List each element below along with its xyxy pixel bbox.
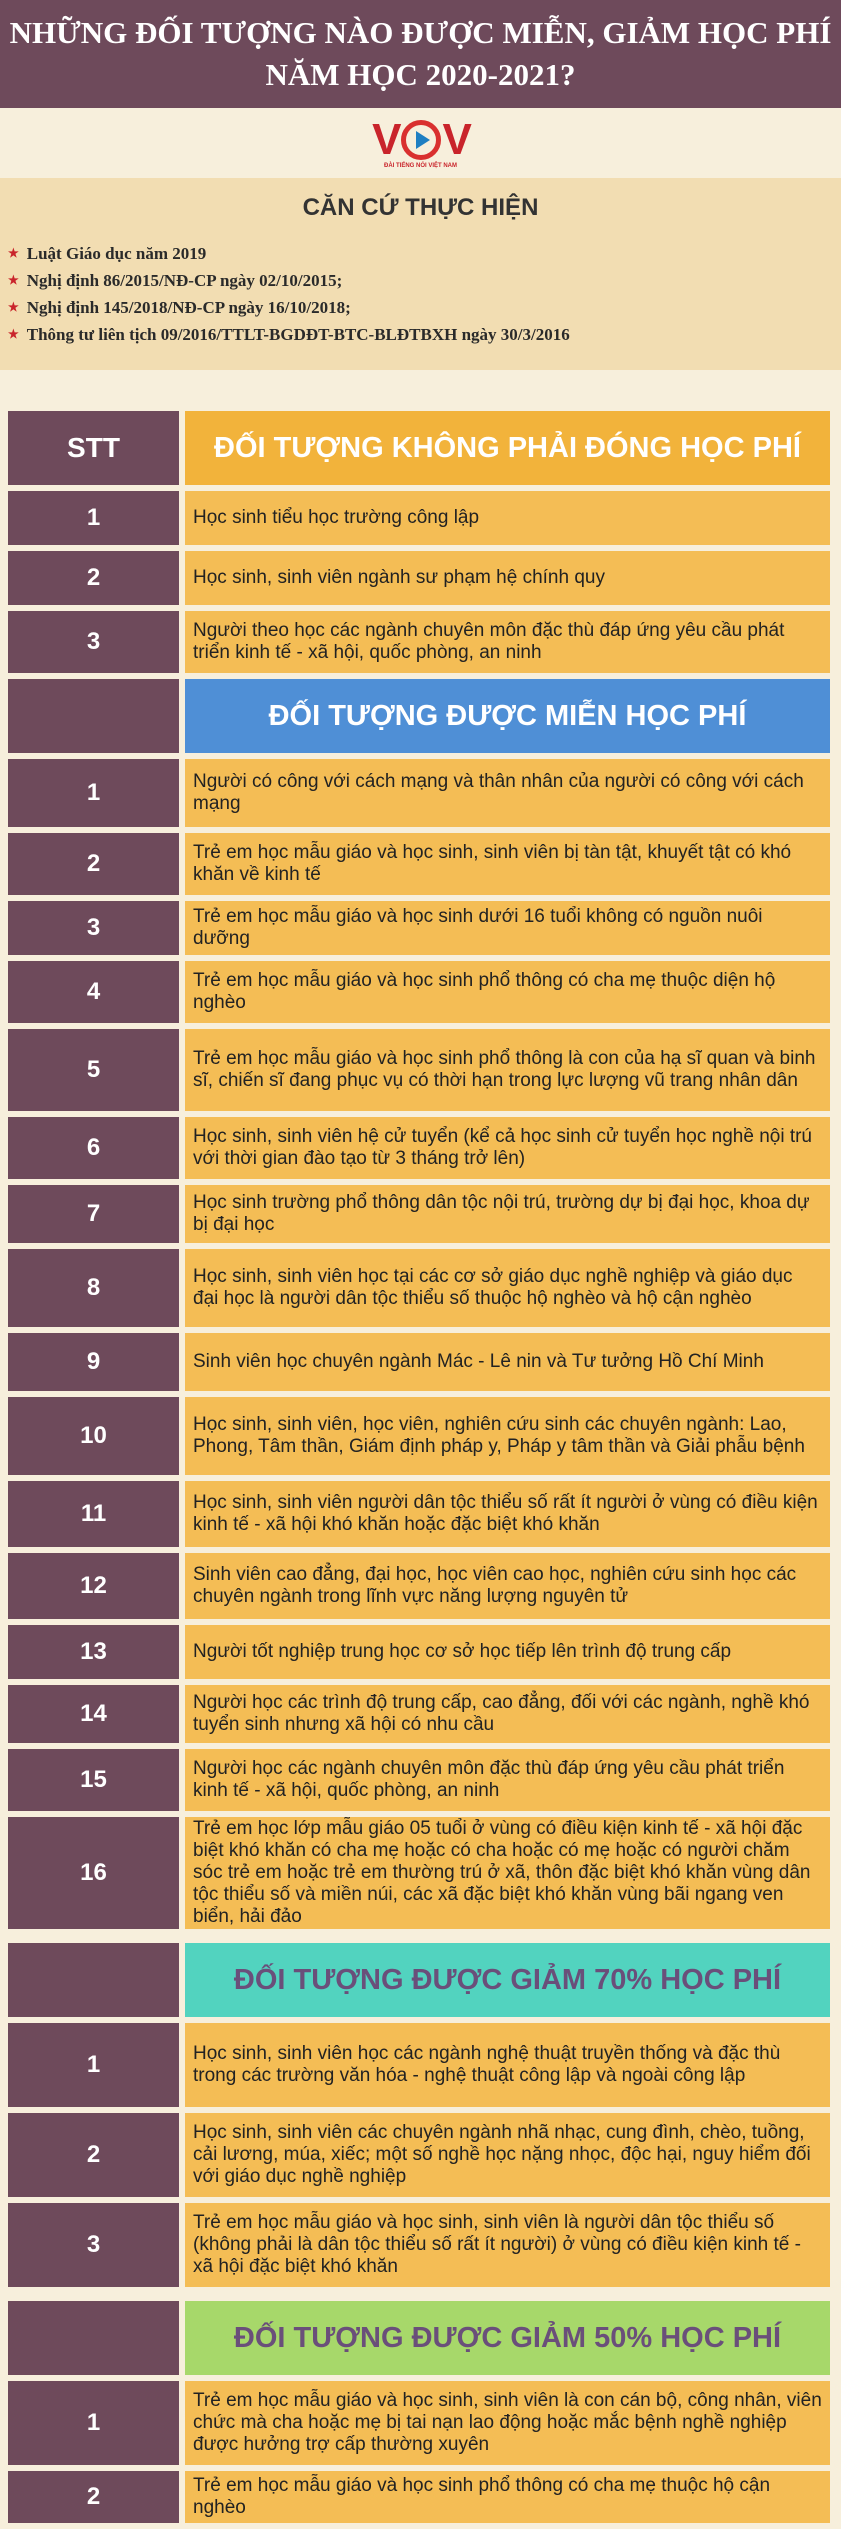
row-text: Học sinh trường phổ thông dân tộc nội trú, trường dự bị đại học, khoa dự bị đại học bbox=[185, 1185, 830, 1243]
row-text: Học sinh tiểu học trường công lập bbox=[185, 491, 830, 545]
table-row bbox=[8, 2113, 830, 2197]
table-row bbox=[8, 901, 830, 955]
basis-item-text: Thông tư liên tịch 09/2016/TTLT-BGDĐT-BTC-BLĐTBXH ngày 30/3/2016 bbox=[26, 325, 570, 344]
logo-letter-v2: V bbox=[442, 114, 469, 164]
table-row bbox=[8, 961, 830, 1023]
section-title: ĐỐI TƯỢNG ĐƯỢC GIẢM 50% HỌC PHÍ bbox=[185, 2301, 830, 2375]
row-text: Trẻ em học mẫu giáo và học sinh, sinh viên bị tàn tật, khuyết tật có khó khăn về kinh tế bbox=[185, 833, 830, 895]
table-row bbox=[8, 1481, 830, 1547]
row-number: 3 bbox=[8, 901, 179, 955]
row-number: 13 bbox=[8, 1625, 179, 1679]
row-number: 10 bbox=[8, 1397, 179, 1475]
row-number: 2 bbox=[8, 551, 179, 605]
row-number: 8 bbox=[8, 1249, 179, 1327]
row-number: 3 bbox=[8, 2203, 179, 2287]
row-number: 9 bbox=[8, 1333, 179, 1391]
table-row bbox=[8, 1685, 830, 1743]
row-text: Học sinh, sinh viên ngành sư phạm hệ chính quy bbox=[185, 551, 830, 605]
section-header bbox=[8, 1943, 830, 2017]
table-row bbox=[8, 1625, 830, 1679]
table-row bbox=[8, 1397, 830, 1475]
basis-section bbox=[0, 178, 841, 370]
row-text: Trẻ em học mẫu giáo và học sinh phổ thông có cha mẹ thuộc hộ cận nghèo bbox=[185, 2471, 830, 2523]
table-row bbox=[8, 2203, 830, 2287]
row-text: Trẻ em học lớp mẫu giáo 05 tuổi ở vùng có điều kiện kinh tế - xã hội đặc biệt khó khăn có cha mẹ hoặc có cha hoặc có mẹ hoặc có người chăm sóc trẻ em hoặc trẻ em thường trú ở xã, thôn đặc biệt khó khăn vùng dân tộc thiểu số và miền núi, các xã đặc biệt khó khăn vùng bãi ngang ven biển, hải đảo bbox=[185, 1817, 830, 1929]
section-header bbox=[8, 679, 830, 753]
basis-item-text: Luật Giáo dục năm 2019 bbox=[26, 244, 207, 263]
row-number: 2 bbox=[8, 2471, 179, 2523]
section-title: ĐỐI TƯỢNG ĐƯỢC GIẢM 70% HỌC PHÍ bbox=[185, 1943, 830, 2017]
row-number: 11 bbox=[8, 1481, 179, 1547]
row-number: 14 bbox=[8, 1685, 179, 1743]
logo-letter-v: V bbox=[372, 114, 399, 164]
basis-item bbox=[8, 240, 841, 267]
row-text: Học sinh, sinh viên người dân tộc thiểu số rất ít người ở vùng có điều kiện kinh tế - xã hội khó khăn hoặc đặc biệt khó khăn bbox=[185, 1481, 830, 1547]
table-row bbox=[8, 2381, 830, 2465]
table-row bbox=[8, 2471, 830, 2523]
row-text: Trẻ em học mẫu giáo và học sinh phổ thông là con của hạ sĩ quan và binh sĩ, chiến sĩ đang phục vụ có thời hạn trong lực lượng vũ trang nhân dân bbox=[185, 1029, 830, 1111]
table-row bbox=[8, 1249, 830, 1327]
star-icon: ★ bbox=[8, 300, 19, 314]
policy-table bbox=[8, 411, 830, 2529]
row-text: Trẻ em học mẫu giáo và học sinh dưới 16 tuổi không có nguồn nuôi dưỡng bbox=[185, 901, 830, 955]
section-title: ĐỐI TƯỢNG KHÔNG PHẢI ĐÓNG HỌC PHÍ bbox=[185, 411, 830, 485]
row-text: Người theo học các ngành chuyên môn đặc thù đáp ứng yêu cầu phát triển kinh tế - xã hội, quốc phòng, an ninh bbox=[185, 611, 830, 673]
row-number: 4 bbox=[8, 961, 179, 1023]
stt-header-cell bbox=[8, 1943, 179, 2017]
table-row bbox=[8, 1817, 830, 1929]
table-row bbox=[8, 551, 830, 605]
basis-title: CĂN CỨ THỰC HIỆN bbox=[302, 194, 539, 221]
row-text: Sinh viên cao đẳng, đại học, học viên cao học, nghiên cứu sinh học các chuyên ngành trong lĩnh vực năng lượng nguyên tử bbox=[185, 1553, 830, 1619]
section-title: ĐỐI TƯỢNG ĐƯỢC MIỄN HỌC PHÍ bbox=[185, 679, 830, 753]
table-row bbox=[8, 1029, 830, 1111]
row-text: Học sinh, sinh viên hệ cử tuyển (kể cả học sinh cử tuyển học nghề nội trú với thời gian đào tạo từ 3 tháng trở lên) bbox=[185, 1117, 830, 1179]
row-text: Sinh viên học chuyên ngành Mác - Lê nin và Tư tưởng Hồ Chí Minh bbox=[185, 1333, 830, 1391]
section-header bbox=[8, 2301, 830, 2375]
row-number: 1 bbox=[8, 759, 179, 827]
stt-header-cell: STT bbox=[8, 411, 179, 485]
row-text: Học sinh, sinh viên, học viên, nghiên cứu sinh các chuyên ngành: Lao, Phong, Tâm thần, Giám định pháp y, Pháp y tâm thần và Giải phẫu bệnh bbox=[185, 1397, 830, 1475]
row-text: Người học các ngành chuyên môn đặc thù đáp ứng yêu cầu phát triển kinh tế - xã hội, quốc phòng, an ninh bbox=[185, 1749, 830, 1811]
row-text: Người có công với cách mạng và thân nhân của người có công với cách mạng bbox=[185, 759, 830, 827]
page-title-line-1: NHỮNG ĐỐI TƯỢNG NÀO ĐƯỢC MIỄN, GIẢM HỌC PHÍ bbox=[9, 15, 832, 50]
row-text: Người tốt nghiệp trung học cơ sở học tiếp lên trình độ trung cấp bbox=[185, 1625, 830, 1679]
basis-item bbox=[8, 321, 841, 348]
basis-item bbox=[8, 294, 841, 321]
row-number: 2 bbox=[8, 833, 179, 895]
basis-list bbox=[0, 240, 841, 348]
row-text: Trẻ em học mẫu giáo và học sinh, sinh viên là người dân tộc thiểu số (không phải là dân tộc thiểu số rất ít người) ở vùng có điều kiện kinh tế - xã hội đặc biệt khó khăn bbox=[185, 2203, 830, 2287]
table-row bbox=[8, 2023, 830, 2107]
stt-header-cell bbox=[8, 2301, 179, 2375]
table-row bbox=[8, 1117, 830, 1179]
table-row bbox=[8, 1749, 830, 1811]
page-header bbox=[0, 0, 841, 108]
table-row bbox=[8, 491, 830, 545]
star-icon: ★ bbox=[8, 246, 19, 260]
row-number: 12 bbox=[8, 1553, 179, 1619]
star-icon: ★ bbox=[8, 327, 19, 341]
row-number: 1 bbox=[8, 2023, 179, 2107]
star-icon: ★ bbox=[8, 273, 19, 287]
row-number: 6 bbox=[8, 1117, 179, 1179]
row-text: Người học các trình độ trung cấp, cao đẳng, đối với các ngành, nghề khó tuyển sinh nhưng xã hội có nhu cầu bbox=[185, 1685, 830, 1743]
section-header bbox=[8, 411, 830, 485]
logo-subtitle: ĐÀI TIẾNG NÓI VIỆT NAM bbox=[383, 162, 457, 169]
row-number: 5 bbox=[8, 1029, 179, 1111]
logo-play-icon bbox=[401, 120, 441, 160]
table-row bbox=[8, 759, 830, 827]
row-number: 3 bbox=[8, 611, 179, 673]
vov-logo bbox=[372, 114, 469, 164]
row-number: 2 bbox=[8, 2113, 179, 2197]
row-number: 7 bbox=[8, 1185, 179, 1243]
row-number: 1 bbox=[8, 491, 179, 545]
basis-item-text: Nghị định 86/2015/NĐ-CP ngày 02/10/2015; bbox=[26, 271, 343, 290]
stt-header-cell bbox=[8, 679, 179, 753]
table-row bbox=[8, 1333, 830, 1391]
row-text: Trẻ em học mẫu giáo và học sinh phổ thông có cha mẹ thuộc diện hộ nghèo bbox=[185, 961, 830, 1023]
row-text: Học sinh, sinh viên học các ngành nghệ thuật truyền thống và đặc thù trong các trường văn hóa - nghệ thuật công lập và ngoài công lập bbox=[185, 2023, 830, 2107]
row-number: 15 bbox=[8, 1749, 179, 1811]
row-text: Học sinh, sinh viên các chuyên ngành nhã nhạc, cung đình, chèo, tuồng, cải lương, múa, xiếc; một số nghề học nặng nhọc, độc hại, nguy hiểm đối với giáo dục nghề nghiệp bbox=[185, 2113, 830, 2197]
row-number: 16 bbox=[8, 1817, 179, 1929]
page-title-line-2: NĂM HỌC 2020-2021? bbox=[265, 57, 576, 92]
row-text: Trẻ em học mẫu giáo và học sinh, sinh viên là con cán bộ, công nhân, viên chức mà cha hoặc mẹ bị tai nạn lao động hoặc mắc bệnh nghề nghiệp được hưởng trợ cấp thường xuyên bbox=[185, 2381, 830, 2465]
table-row bbox=[8, 1553, 830, 1619]
table-row bbox=[8, 1185, 830, 1243]
row-text: Học sinh, sinh viên học tại các cơ sở giáo dục nghề nghiệp và giáo dục đại học là người dân tộc thiểu số thuộc hộ nghèo và hộ cận nghèo bbox=[185, 1249, 830, 1327]
row-number: 1 bbox=[8, 2381, 179, 2465]
table-row bbox=[8, 833, 830, 895]
basis-item-text: Nghị định 145/2018/NĐ-CP ngày 16/10/2018; bbox=[26, 298, 351, 317]
logo-area bbox=[0, 108, 841, 178]
table-row bbox=[8, 611, 830, 673]
basis-item bbox=[8, 267, 841, 294]
